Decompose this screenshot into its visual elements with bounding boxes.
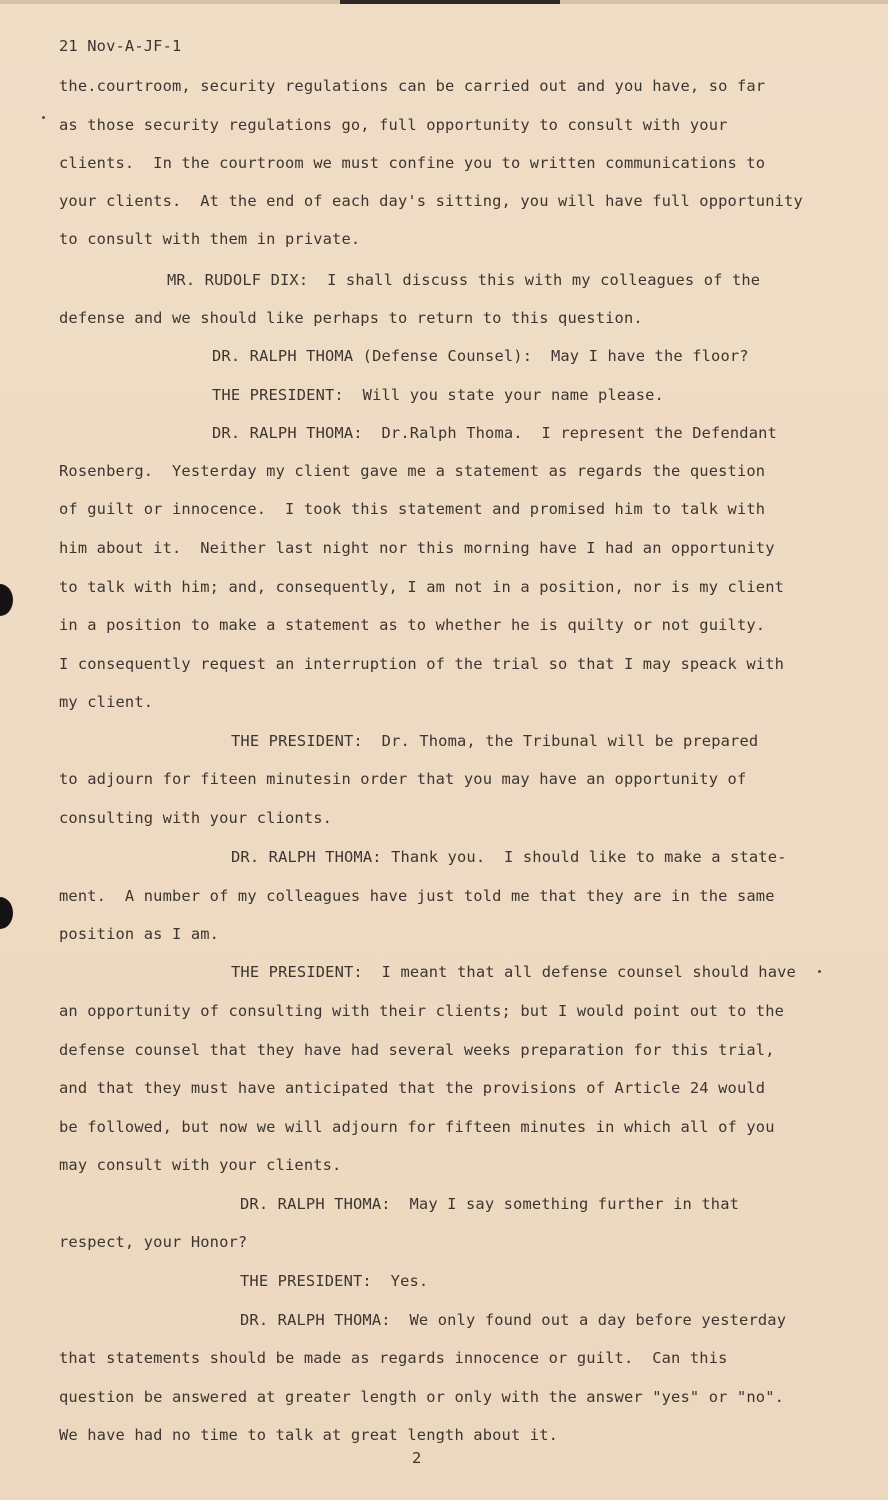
text-line: your clients. At the end of each day's sitting, you will have full opportunity: [59, 192, 803, 210]
text-line: to talk with him; and, consequently, I am not in a position, nor is my client: [59, 578, 785, 596]
text-line: respect, your Honor?: [59, 1233, 248, 1251]
page-header: 21 Nov-A-JF-1: [59, 37, 182, 55]
text-line: THE PRESIDENT: Yes.: [240, 1272, 429, 1290]
text-line: ment. A number of my colleagues have just told me that they are in the same: [59, 887, 775, 905]
text-line: DR. RALPH THOMA: Dr.Ralph Thoma. I represent the Defendant: [212, 424, 777, 442]
text-line: be followed, but now we will adjourn for fifteen minutes in which all of you: [59, 1118, 775, 1136]
punch-hole-lower: [0, 897, 13, 929]
text-line: THE PRESIDENT: Will you state your name please.: [212, 386, 664, 404]
text-line: consulting with your clionts.: [59, 809, 333, 827]
text-line: DR. RALPH THOMA (Defense Counsel): May I have the floor?: [212, 347, 749, 365]
text-line: an opportunity of consulting with their clients; but I would point out to the: [59, 1002, 785, 1020]
binding-tab: [340, 0, 560, 4]
page-number: 2: [412, 1449, 422, 1467]
stray-mark: [818, 970, 821, 973]
text-line: in a position to make a statement as to whether he is quilty or not guilty.: [59, 616, 766, 634]
text-line: DR. RALPH THOMA: Thank you. I should like to make a state-: [231, 848, 787, 866]
text-line: MR. RUDOLF DIX: I shall discuss this with my colleagues of the: [167, 271, 761, 289]
text-line: may consult with your clients.: [59, 1156, 342, 1174]
text-line: clients. In the courtroom we must confine you to written communications to: [59, 154, 766, 172]
text-line: THE PRESIDENT: Dr. Thoma, the Tribunal will be prepared: [231, 732, 759, 750]
text-line: THE PRESIDENT: I meant that all defense counsel should have: [231, 963, 796, 981]
stray-mark: [42, 116, 45, 119]
text-line: defense counsel that they have had several weeks preparation for this trial,: [59, 1041, 775, 1059]
text-line: and that they must have anticipated that the provisions of Article 24 would: [59, 1079, 766, 1097]
text-line: the.courtroom, security regulations can be carried out and you have, so far: [59, 77, 766, 95]
text-line: I consequently request an interruption of the trial so that I may speack with: [59, 655, 785, 673]
text-line: position as I am.: [59, 925, 220, 943]
text-line: question be answered at greater length or only with the answer "yes" or "no".: [59, 1388, 785, 1406]
text-line: as those security regulations go, full opportunity to consult with your: [59, 116, 728, 134]
text-line: of guilt or innocence. I took this statement and promised him to talk with: [59, 500, 766, 518]
text-line: that statements should be made as regards innocence or guilt. Can this: [59, 1349, 728, 1367]
text-line: him about it. Neither last night nor this morning have I had an opportunity: [59, 539, 775, 557]
text-line: We have had no time to talk at great length about it.: [59, 1426, 559, 1444]
punch-hole-upper: [0, 584, 13, 616]
text-line: defense and we should like perhaps to return to this question.: [59, 309, 643, 327]
text-line: DR. RALPH THOMA: May I say something further in that: [240, 1195, 740, 1213]
text-line: DR. RALPH THOMA: We only found out a day before yesterday: [240, 1311, 787, 1329]
text-line: to consult with them in private.: [59, 230, 361, 248]
text-line: my client.: [59, 693, 154, 711]
text-line: Rosenberg. Yesterday my client gave me a statement as regards the question: [59, 462, 766, 480]
text-line: to adjourn for fiteen minutesin order that you may have an opportunity of: [59, 770, 747, 788]
